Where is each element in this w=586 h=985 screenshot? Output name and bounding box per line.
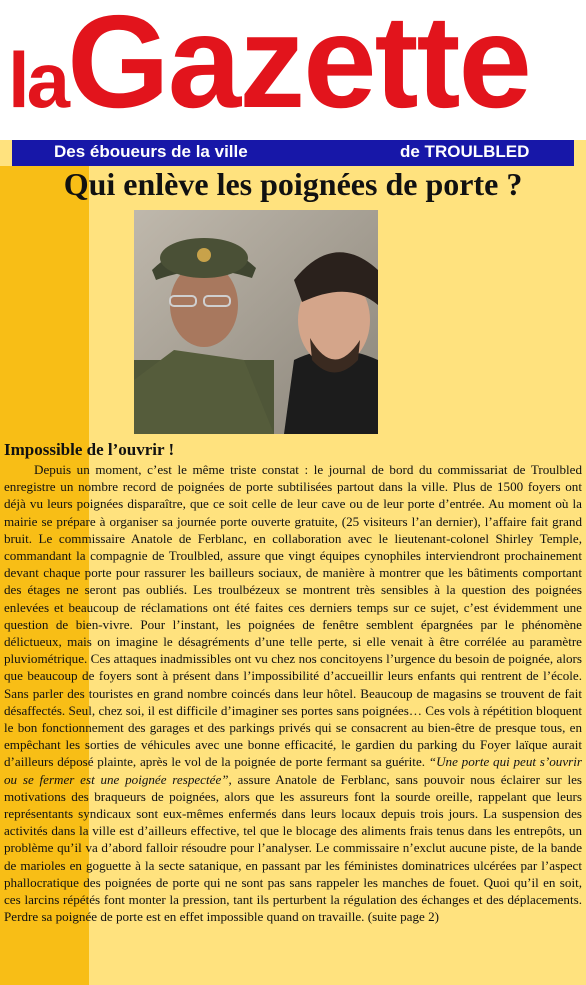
tagline-strip bbox=[12, 138, 574, 166]
newspaper-logo bbox=[8, 0, 530, 137]
article-quote: “Une porte qui peut s’ouvrir ou se fermer est une poignée respectée”, bbox=[4, 754, 582, 787]
article-body-part1: Depuis un moment, c’est le même triste constat : le journal de bord du commissariat de Troulbled enregistre un nombre record de poignées de porte subtilisées partout dans la ville. Plus de 1500 foyers ont déjà vu leurs poignées disparaître, que ce soit celle de leur cave ou de leur porte d’entrée. Au moment où la mairie se prépare à organiser sa journée porte ouverte gratuite, (25 visiteurs l’an dernier), l’affaire fait grand bruit. Le commissaire Anatole de Ferblanc, en collaboration avec le lieutenant-colonel Shirley Temple, commandant la compagnie de Troulbled, assure que vingt équipes cynophiles interviendront prochainement devant chaque porte pour rassurer les bailleurs sociaux, de manière à montrer que les bâtiments comportant des étages ne seront pas oubliés. Les troulbézeux se montrent très sensibles à la question des poignées enlevées et beaucoup de réclamations ont été faites ces derniers temps sur ce sujet, c’est évidemment une question de bien-vivre. Pour l’instant, les poignées de fenêtre semblent épargnées par le phénomène délictueux, mais on imagine le désagréments d’une telle perte, si elle venait à être corrélée au paramètre pluviométrique. Ces attaques inadmissibles ont vu chez nos concitoyens l’urgence du besoin de poignée, alors que beaucoup de foyers sont à présent dans l’impossibilité d’accueillir leurs enfants qui rentrent de l’école. Sans parler des touristes en grand nombre coincés dans leur hôtel. Beaucoup de magasins se trouvent de fait désaffectés. Seul, chez soi, il est difficile d’imaginer ses portes sans poignées… Ces vols à répétition bloquent le bon fonctionnement des garages et des parkings privés qui se consacrent au bien-être de presque tous, en empêchant les sorties de véhicules avec une bonne efficacité, le gardien du parking du Foyer laïque aurait d’ailleurs déposé plainte, après le vol de la poignée de porte fermant sa guérite. bbox=[4, 462, 582, 770]
headline: Qui enlève les poignées de porte ? bbox=[63, 166, 523, 202]
logo-la: la bbox=[8, 36, 68, 124]
article-photo bbox=[134, 210, 378, 434]
article-body-part2: assure Anatole de Ferblanc, sans pouvoir nous éclairer sur les motivations des braqueurs de poignées, alors que les assureurs font la sourde oreille, rappelant que leurs représentants syndicaux sont eux-mêmes enfermés dans leurs locaux depuis trois jours. La suspension des activités dans la ville est d’ailleurs effective, tel que le blocage des aliments frais tenus dans les entrepôts, un problème qu’il va d’abord falloir résoudre pour l’analyser. Le commissaire n’exclut aucune piste, de la bande de marioles en goguette à la secte satanique, en passant par les féministes dominatrices ulcérées par l’aspect phallocratique des poignées de porte qui ne sont pas sans rappeler les manches de fouet. Quoi qu’il en soit, ces larcins répétés font monter la pression, tant ils perturbent la régulation des échanges et des déplacements. Perdre sa poignée de porte est en effet impossible quand on travaille. (suite page 2) bbox=[4, 771, 583, 925]
tagline-left: Des éboueurs de la ville bbox=[54, 142, 248, 161]
article bbox=[4, 440, 582, 925]
photo-illustration bbox=[134, 210, 378, 434]
masthead bbox=[0, 0, 586, 140]
article-body bbox=[4, 461, 582, 925]
article-subhead: Impossible de l’ouvrir ! bbox=[4, 440, 175, 459]
logo-gazette: Gazette bbox=[67, 0, 530, 135]
tagline-right: de TROULBLED bbox=[400, 142, 530, 161]
